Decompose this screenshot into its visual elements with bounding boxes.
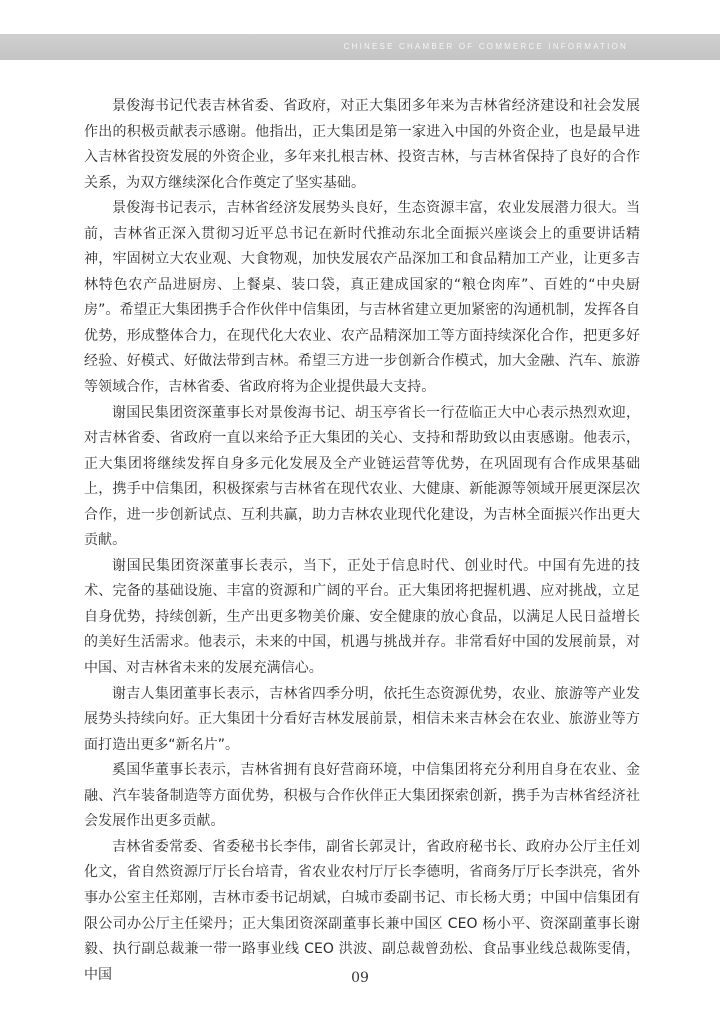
paragraph: 谢吉人集团董事长表示，吉林省四季分明，依托生态资源优势，农业、旅游等产业发展势头持续向好。正大集团十分看好吉林发展前景，相信未来吉林会在农业、旅游业等方面打造出更多“新名片”。	[84, 685, 640, 753]
paragraph: 奚国华董事长表示，吉林省拥有良好营商环境，中信集团将充分利用自身在农业、金融、汽车装备制造等方面优势，积极与合作伙伴正大集团探索创新，携手为吉林省经济社会发展作出更多贡献。	[84, 762, 640, 830]
paragraph: 景俊海书记代表吉林省委、省政府，对正大集团多年来为吉林省经济建设和社会发展作出的积极贡献表示感谢。他指出，正大集团是第一家进入中国的外资企业，也是最早进入吉林省投资发展的外资企业，多年来扎根吉林、投资吉林，与吉林省保持了良好的合作关系，为双方继续深化合作奠定了坚实基础。	[84, 98, 640, 191]
publication-header: CHINESE CHAMBER OF COMMERCE INFORMATION	[343, 42, 628, 51]
header-band	[0, 34, 720, 60]
paragraph: 吉林省委常委、省委秘书长李伟，副省长郭灵计，省政府秘书长、政府办公厅主任刘化文，省自然资源厅厅长台培青，省农业农村厅厅长李德明，省商务厅厅长李洪亮，省外事办公室主任郑刚，吉林市委书记胡斌，白城市委副书记、市长杨大勇；中国中信集团有限公司办公厅主任梁丹；正大集团资深副董事长兼中国区 CEO 杨小平、资深副董事长谢毅、执行副总裁兼一带一路事业线 CEO 洪波、副总裁曾劲松、食品事业线总裁陈雯倩，中国	[84, 838, 640, 983]
paragraph: 景俊海书记表示，吉林省经济发展势头良好，生态资源丰富，农业发展潜力很大。当前，吉林省正深入贯彻习近平总书记在新时代推动东北全面振兴座谈会上的重要讲话精神，牢固树立大农业观、大食物观，加快发展农产品深加工和食品精加工产业，让更多吉林特色农产品进厨房、上餐桌、装口袋，真正建成国家的“粮仓肉库”、百姓的“中央厨房”。希望正大集团携手合作伙伴中信集团，与吉林省建立更加紧密的沟通机制，发挥各自优势，形成整体合力，在现代化大农业、农产品精深加工等方面持续深化合作，把更多好经验、好模式、好做法带到吉林。希望三方进一步创新合作模式，加大金融、汽车、旅游等领域合作，吉林省委、省政府将为企业提供最大支持。	[84, 200, 640, 396]
paragraph: 谢国民集团资深董事长表示，当下，正处于信息时代、创业时代。中国有先进的技术、完备的基础设施、丰富的资源和广阔的平台。正大集团将把握机遇、应对挑战，立足自身优势，持续创新，生产出更多物美价廉、安全健康的放心食品，以满足人民日益增长的美好生活需求。他表示，未来的中国，机遇与挑战并存。非常看好中国的发展前景，对中国、对吉林省未来的发展充满信心。	[84, 557, 640, 677]
page-number: 09	[351, 970, 369, 986]
article-body	[84, 94, 640, 988]
paragraph: 谢国民集团资深董事长对景俊海书记、胡玉亭省长一行莅临正大中心表示热烈欢迎，对吉林省委、省政府一直以来给予正大集团的关心、支持和帮助致以由衷感谢。他表示，正大集团将继续发挥自身多元化发展及全产业链运营等优势，在巩固现有合作成果基础上，携手中信集团，积极探索与吉林省在现代农业、大健康、新能源等领域开展更深层次合作，进一步创新试点、互利共赢，助力吉林农业现代化建设，为吉林全面振兴作出更大贡献。	[84, 404, 640, 549]
